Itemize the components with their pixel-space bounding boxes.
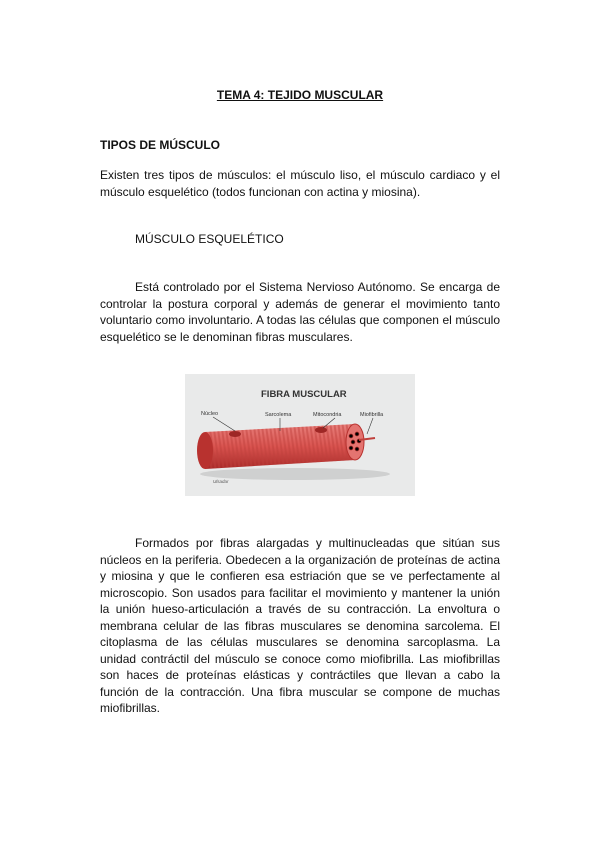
paragraph-fiber-structure: Formados por fibras alargadas y multinucleadas que sitúan sus núcleos en la periferia. Obedecen a la organización de proteínas de actina y miosina y que le confieren esa estriación que se ve perfectamente al microscopio. Son usados para facilitar el movimiento y mantener la unión la unión hueso-articulación a través de su contracción. La envoltura o membrana celular de las fibras musculares se denomina sarcolema. El citoplasma de las células musculares se denomina sarcoplasma. La unidad contráctil del músculo se conoce como miofibrilla. Las miofibrillas son haces de proteínas elásticas y contráctiles que llevan a cabo la función de la contracción. Una fibra muscular se compone de muchas miofibrillas. [100, 536, 500, 715]
document-title: TEMA 4: TEJIDO MUSCULAR [216, 88, 384, 102]
paragraph-skeletal-control: Está controlado por el Sistema Nervioso Autónomo. Se encarga de controlar la postura corporal y además de generar el movimiento tanto voluntario como involuntario. A todas las células que componen el músculo esquelético se le denominan fibras musculares. [100, 280, 500, 344]
mitochondria-shape [315, 427, 327, 433]
nucleus-shape [229, 431, 241, 437]
label-nucleo: Núcleo [201, 411, 219, 417]
figure-watermark: Ulsadar [213, 479, 229, 484]
fiber-left-end [197, 432, 213, 469]
figure-title: FIBRA MUSCULAR [261, 389, 347, 400]
muscle-fiber-figure [185, 374, 415, 496]
label-miofibrilla: Miofibrilla [360, 412, 384, 418]
subsection-title: MÚSCULO ESQUELÉTICO [135, 232, 284, 246]
label-mitocondria: Mitocondria [313, 412, 342, 418]
muscle-fiber-illustration [185, 374, 415, 496]
intro-paragraph: Existen tres tipos de músculos: el músculo liso, el músculo cardiaco y el músculo esquelético (todos funcionan con actina y miosina). [100, 168, 500, 199]
section-title: TIPOS DE MÚSCULO [100, 138, 221, 152]
label-sarcolema: Sarcolema [265, 412, 292, 418]
